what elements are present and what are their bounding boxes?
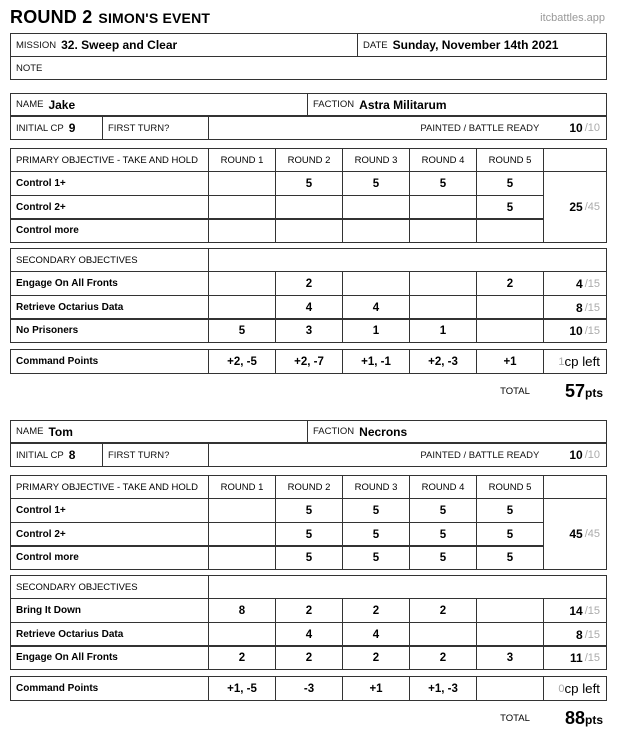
round-label: ROUND 5: [488, 481, 532, 493]
secondary-total-max: /15: [584, 301, 600, 314]
primary-row-name: Control 2+: [16, 529, 66, 540]
secondary-objectives-header: [10, 575, 209, 599]
round-label: ROUND 2: [287, 481, 331, 493]
first-turn-label: FIRST TURN?: [108, 449, 170, 461]
secondary-round-cell: [476, 271, 544, 296]
secondary-total-value: 14: [569, 603, 583, 618]
secondary-round-cell: [476, 318, 544, 343]
total-pts-unit: pts: [585, 712, 603, 727]
primary-round-value: 5: [372, 551, 380, 564]
player-faction-field: [307, 420, 607, 443]
secondary-round-cell: [208, 645, 276, 670]
primary-row-name: Control 1+: [16, 178, 66, 189]
secondary-round-cell: [409, 645, 477, 670]
cp-left-label: cp left: [564, 354, 600, 369]
secondary-row-label: [10, 622, 209, 647]
page-title: [10, 7, 210, 28]
secondary-round-cell: [342, 622, 410, 647]
primary-round-value: 5: [439, 177, 447, 190]
total-label-cell: [485, 377, 545, 405]
secondary-round-cell: [275, 622, 343, 647]
secondary-round-cell: [208, 295, 276, 320]
secondary-round-cell: [409, 598, 477, 623]
primary-total-max: /45: [584, 201, 600, 213]
secondary-objectives-label: SECONDARY OBJECTIVES: [16, 581, 138, 593]
cp-left-cell: [543, 676, 607, 701]
name-label: NAME: [16, 426, 44, 437]
secondary-round-cell: [275, 645, 343, 670]
secondary-row-name: Retrieve Octarius Data: [16, 302, 124, 313]
first-turn-label: FIRST TURN?: [108, 122, 170, 134]
command-points-round-cell: [409, 676, 477, 701]
secondary-round-cell: [208, 318, 276, 343]
primary-objective-label: PRIMARY OBJECTIVE - TAKE AND HOLD: [16, 154, 198, 166]
initial-cp-value: 8: [68, 448, 76, 462]
first-turn-field: [102, 116, 209, 140]
player-faction-field: [307, 93, 607, 116]
primary-round-value: 5: [305, 177, 313, 190]
secondary-row-name: Retrieve Octarius Data: [16, 629, 124, 640]
primary-round-value: 5: [506, 201, 514, 214]
secondary-row-label: [10, 295, 209, 320]
secondary-row-name: No Prisoners: [16, 325, 79, 336]
secondary-round-cell: [409, 271, 477, 296]
first-turn-field: [102, 443, 209, 467]
round-5-header: [476, 475, 544, 499]
primary-round-value: 5: [439, 528, 447, 541]
command-points-round-cell: [208, 349, 276, 374]
primary-row-label: [10, 545, 209, 570]
secondary-round-value: 2: [238, 651, 246, 664]
secondary-round-value: 2: [305, 651, 313, 664]
primary-round-value: 5: [506, 177, 514, 190]
secondary-round-value: 2: [372, 604, 380, 617]
command-points-round-value: +1, -1: [361, 355, 391, 368]
round-4-header: [409, 475, 477, 499]
secondary-round-cell: [275, 271, 343, 296]
round-label: ROUND 1: [220, 154, 264, 166]
faction-label: FACTION: [313, 426, 355, 437]
primary-total-header-cell: [543, 475, 607, 499]
primary-round-cell: [275, 522, 343, 547]
total-value: 57pts: [564, 380, 603, 401]
secondary-round-cell: [208, 598, 276, 623]
primary-round-cell: [409, 522, 477, 547]
initial-cp-label: INITIAL CP: [16, 449, 64, 461]
secondary-round-value: 2: [372, 651, 380, 664]
primary-total-cell: [543, 171, 607, 243]
secondary-total-value: 10: [569, 323, 583, 338]
painted-max: /10: [584, 122, 600, 134]
command-points-round-cell: [208, 676, 276, 701]
primary-round-value: 5: [506, 551, 514, 564]
secondary-round-value: 2: [305, 604, 313, 617]
secondary-round-cell: [275, 598, 343, 623]
primary-total-value: 45: [569, 527, 583, 541]
primary-round-cell: [275, 545, 343, 570]
player-name-field: [10, 93, 308, 116]
secondary-total-cell: [543, 645, 607, 670]
secondary-total-cell: [543, 598, 607, 623]
secondary-row-label: [10, 318, 209, 343]
cp-left-value: 0: [558, 682, 565, 695]
primary-round-value: 5: [372, 177, 380, 190]
primary-round-cell: [409, 218, 477, 243]
primary-round-cell: [208, 171, 276, 196]
site-label: itcbattles.app: [540, 12, 605, 24]
primary-round-cell: [476, 545, 544, 570]
command-points-round-value: +1: [503, 355, 517, 368]
secondary-round-cell: [342, 271, 410, 296]
cp-left-cell: [543, 349, 607, 374]
round-1-header: [208, 148, 276, 172]
primary-row-label: [10, 522, 209, 547]
player-faction: Astra Militarum: [359, 97, 447, 112]
painted-field: [208, 116, 607, 140]
secondary-round-value: 2: [305, 277, 313, 290]
note-field: [10, 56, 607, 80]
date-label: DATE: [363, 39, 388, 51]
secondary-round-cell: [342, 645, 410, 670]
command-points-label-cell: [10, 676, 209, 701]
event-name: SIMON'S EVENT: [98, 10, 211, 26]
primary-round-cell: [342, 522, 410, 547]
secondary-round-value: 1: [372, 324, 380, 337]
secondary-round-cell: [208, 271, 276, 296]
primary-round-cell: [476, 498, 544, 523]
primary-row-label: [10, 218, 209, 243]
primary-round-cell: [342, 171, 410, 196]
command-points-round-value: +1, -3: [428, 682, 458, 695]
secondary-round-value: 5: [238, 324, 246, 337]
primary-round-cell: [275, 195, 343, 220]
secondary-round-value: 2: [439, 651, 447, 664]
primary-total-value: 25: [569, 200, 583, 214]
command-points-label: Command Points: [16, 683, 99, 694]
primary-round-cell: [409, 545, 477, 570]
primary-round-cell: [476, 195, 544, 220]
primary-round-cell: [342, 218, 410, 243]
round-label: ROUND 5: [488, 154, 532, 166]
mission-value: 32. Sweep and Clear: [61, 38, 178, 52]
primary-round-value: 5: [439, 504, 447, 517]
name-label: NAME: [16, 99, 44, 110]
secondary-total-max: /15: [584, 628, 600, 641]
secondary-round-cell: [208, 622, 276, 647]
secondary-row-name: Bring It Down: [16, 605, 81, 616]
primary-round-value: 5: [372, 504, 380, 517]
secondary-total-value: 8: [576, 300, 583, 315]
round-label: ROUND 3: [354, 154, 398, 166]
secondary-objectives-label: SECONDARY OBJECTIVES: [16, 254, 138, 266]
command-points-round-value: -3: [303, 682, 315, 695]
round-label: ROUND 3: [354, 481, 398, 493]
total-value: 88pts: [564, 707, 603, 728]
secondary-total-max: /15: [584, 604, 600, 617]
primary-row-label: [10, 171, 209, 196]
primary-round-cell: [409, 498, 477, 523]
secondary-round-cell: [275, 318, 343, 343]
command-points-round-cell: [342, 349, 410, 374]
command-points-round-cell: [476, 676, 544, 701]
painted-score: 10: [569, 121, 583, 135]
primary-objective-header: [10, 148, 209, 172]
mission-field: [10, 33, 358, 57]
date-field: [357, 33, 607, 57]
command-points-round-cell: [409, 349, 477, 374]
primary-round-cell: [275, 171, 343, 196]
secondary-total-max: /15: [584, 277, 600, 290]
player-name: Jake: [48, 97, 76, 112]
primary-objective-label: PRIMARY OBJECTIVE - TAKE AND HOLD: [16, 481, 198, 493]
secondary-row-label: [10, 645, 209, 670]
secondary-total-max: /15: [584, 324, 600, 337]
round-3-header: [342, 475, 410, 499]
round-label: ROUND 2: [287, 154, 331, 166]
mission-label: MISSION: [16, 39, 57, 51]
primary-round-cell: [409, 195, 477, 220]
secondary-round-cell: [476, 622, 544, 647]
initial-cp-label: INITIAL CP: [16, 122, 64, 134]
secondary-round-cell: [476, 645, 544, 670]
date-value: Sunday, November 14th 2021: [392, 38, 559, 52]
primary-round-cell: [208, 522, 276, 547]
faction-label: FACTION: [313, 99, 355, 110]
secondary-round-value: 4: [372, 628, 380, 641]
primary-total-cell: [543, 498, 607, 570]
secondary-round-value: 4: [372, 301, 380, 314]
secondary-total-value: 11: [570, 650, 583, 665]
secondary-round-value: 8: [238, 604, 246, 617]
primary-round-value: 5: [506, 528, 514, 541]
secondary-round-cell: [409, 622, 477, 647]
painted-max: /10: [584, 449, 600, 461]
total-label-cell: [485, 704, 545, 732]
painted-score: 10: [569, 448, 583, 462]
command-points-label: Command Points: [16, 356, 99, 367]
secondary-total-cell: [543, 295, 607, 320]
secondary-total-value: 4: [576, 276, 583, 291]
secondary-round-cell: [342, 318, 410, 343]
secondary-round-value: 3: [506, 651, 514, 664]
primary-row-name: Control more: [16, 552, 79, 563]
secondary-round-value: 4: [305, 628, 313, 641]
secondary-round-value: 2: [506, 277, 514, 290]
secondary-round-cell: [476, 295, 544, 320]
primary-round-cell: [476, 522, 544, 547]
primary-row-label: [10, 195, 209, 220]
primary-round-cell: [409, 171, 477, 196]
secondary-total-cell: [543, 318, 607, 343]
secondary-round-cell: [409, 318, 477, 343]
total-value-cell: [545, 704, 607, 732]
primary-round-cell: [342, 195, 410, 220]
secondary-total-cell: [543, 622, 607, 647]
round-2-header: [275, 475, 343, 499]
round-label: ROUND 4: [421, 154, 465, 166]
round-2-header: [275, 148, 343, 172]
command-points-round-value: +2, -7: [294, 355, 324, 368]
primary-round-value: 5: [305, 528, 313, 541]
secondary-round-value: 2: [439, 604, 447, 617]
total-pts-unit: pts: [585, 385, 603, 400]
player-name-field: [10, 420, 308, 443]
secondary-round-cell: [342, 295, 410, 320]
note-label: NOTE: [16, 62, 43, 74]
initial-cp-field: [10, 116, 103, 140]
secondary-row-name: Engage On All Fronts: [16, 652, 118, 663]
total-label: TOTAL: [500, 712, 530, 724]
command-points-round-value: +1: [369, 682, 383, 695]
primary-objective-header: [10, 475, 209, 499]
secondary-round-value: 1: [439, 324, 447, 337]
round-label: ROUND 4: [421, 481, 465, 493]
secondary-round-cell: [342, 598, 410, 623]
secondary-round-value: 4: [305, 301, 313, 314]
primary-round-cell: [208, 195, 276, 220]
primary-round-cell: [208, 545, 276, 570]
initial-cp-value: 9: [68, 121, 76, 135]
primary-round-value: 5: [372, 528, 380, 541]
primary-round-cell: [342, 498, 410, 523]
painted-label: PAINTED / BATTLE READY: [420, 122, 540, 134]
command-points-round-cell: [275, 676, 343, 701]
primary-round-value: 5: [305, 551, 313, 564]
command-points-round-value: +2, -3: [428, 355, 458, 368]
command-points-label-cell: [10, 349, 209, 374]
primary-round-cell: [208, 218, 276, 243]
secondary-objectives-header: [10, 248, 209, 272]
primary-round-cell: [275, 498, 343, 523]
secondary-row-label: [10, 271, 209, 296]
primary-round-value: 5: [506, 504, 514, 517]
round-5-header: [476, 148, 544, 172]
primary-round-value: 5: [439, 551, 447, 564]
primary-total-max: /45: [584, 528, 600, 540]
primary-round-cell: [476, 218, 544, 243]
painted-label: PAINTED / BATTLE READY: [420, 449, 540, 461]
primary-row-name: Control 2+: [16, 202, 66, 213]
secondary-round-cell: [409, 295, 477, 320]
round-3-header: [342, 148, 410, 172]
primary-row-name: Control 1+: [16, 505, 66, 516]
cp-left-value: 1: [558, 355, 565, 368]
primary-round-cell: [342, 545, 410, 570]
primary-round-cell: [275, 218, 343, 243]
primary-total-header-cell: [543, 148, 607, 172]
primary-round-cell: [476, 171, 544, 196]
secondary-round-value: 3: [305, 324, 313, 337]
secondary-total-max: /15: [584, 651, 600, 664]
primary-round-value: 5: [305, 504, 313, 517]
round-1-header: [208, 475, 276, 499]
total-value-cell: [545, 377, 607, 405]
round-4-header: [409, 148, 477, 172]
total-label: TOTAL: [500, 385, 530, 397]
initial-cp-field: [10, 443, 103, 467]
secondary-round-cell: [476, 598, 544, 623]
primary-row-label: [10, 498, 209, 523]
secondary-total-value: 8: [576, 627, 583, 642]
round-label: ROUND 1: [220, 481, 264, 493]
command-points-round-cell: [342, 676, 410, 701]
command-points-round-value: +1, -5: [227, 682, 257, 695]
painted-field: [208, 443, 607, 467]
player-name: Tom: [48, 424, 73, 439]
command-points-round-cell: [476, 349, 544, 374]
player-faction: Necrons: [359, 424, 408, 439]
command-points-round-value: +2, -5: [227, 355, 257, 368]
round-label: ROUND 2: [10, 7, 93, 27]
secondary-total-cell: [543, 271, 607, 296]
secondary-round-cell: [275, 295, 343, 320]
primary-row-name: Control more: [16, 225, 79, 236]
primary-round-cell: [208, 498, 276, 523]
secondary-row-name: Engage On All Fronts: [16, 278, 118, 289]
secondary-header-spacer: [208, 575, 607, 599]
cp-left-label: cp left: [564, 681, 600, 696]
secondary-row-label: [10, 598, 209, 623]
secondary-header-spacer: [208, 248, 607, 272]
command-points-round-cell: [275, 349, 343, 374]
